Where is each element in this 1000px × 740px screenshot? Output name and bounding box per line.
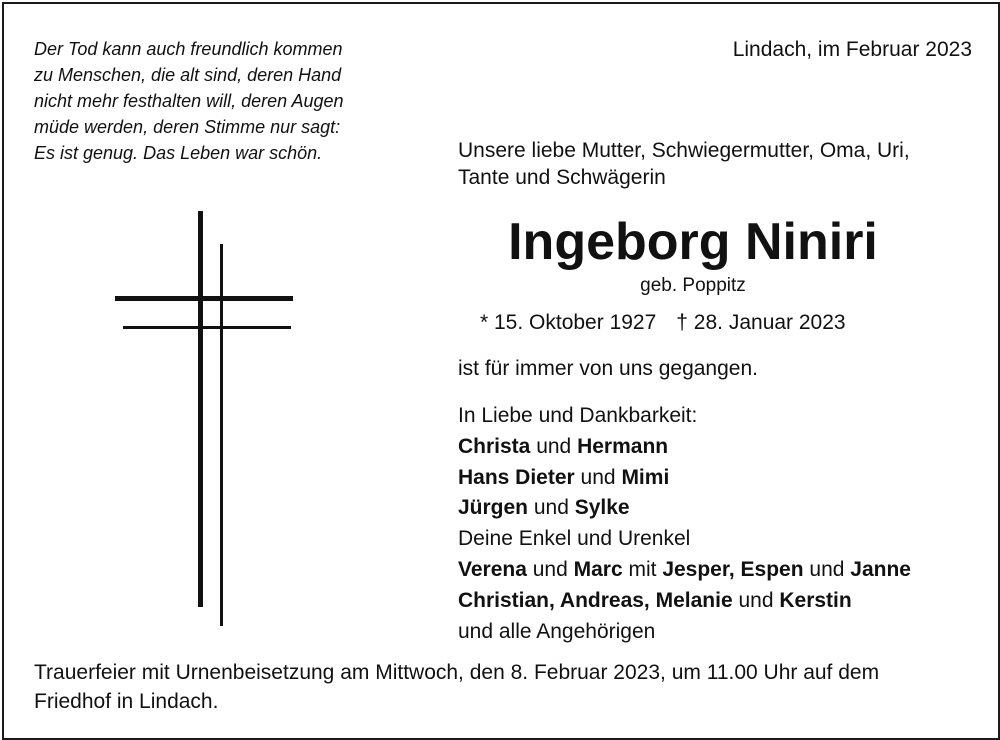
mourner-name: Sylke: [574, 496, 630, 520]
ceremony-line: Trauerfeier mit Urnenbeisetzung am Mittwoch, den 8. Februar 2023, um 11.00 Uhr auf dem: [34, 661, 880, 684]
mourner-name: Hans Dieter: [458, 465, 575, 489]
connector: und: [526, 557, 574, 581]
mourners-list: [458, 401, 911, 647]
mourner-name: Verena: [458, 557, 527, 581]
ceremony-info: [34, 658, 984, 716]
mourner-line: [458, 555, 911, 586]
connector: mit: [622, 557, 663, 581]
mourner-name: Kerstin: [779, 588, 852, 612]
intro-line: Unsere liebe Mutter, Schwiegermutter, Oma, Uri,: [458, 139, 910, 162]
mourner-name: Mimi: [621, 465, 670, 489]
mourner-name: Christian, Andreas, Melanie: [458, 588, 733, 612]
mourner-name: Marc: [573, 557, 623, 581]
poem-line: Es ist genug. Das Leben war schön.: [34, 143, 323, 163]
mourners-heading: In Liebe und Dankbarkeit:: [458, 404, 698, 427]
poem-line: müde werden, deren Stimme nur sagt:: [34, 117, 341, 137]
mourner-line: [458, 493, 911, 524]
death-date: † 28. Januar 2023: [676, 311, 846, 334]
intro-line: Tante und Schwägerin: [458, 166, 666, 189]
maiden-name: geb. Poppitz: [640, 275, 746, 296]
mourner-line: [458, 463, 911, 494]
connector: und: [528, 496, 575, 520]
life-dates: [480, 309, 846, 337]
connector: und: [574, 465, 622, 489]
grandchildren-label: Deine Enkel und Urenkel: [458, 527, 691, 551]
cross-vertical-bar: [198, 211, 203, 607]
place-date: Lindach, im Februar 2023: [732, 38, 972, 61]
poem-line: zu Menschen, die alt sind, deren Hand: [34, 65, 342, 85]
cross-horizontal-bar: [115, 296, 293, 301]
ceremony-line: Friedhof in Lindach.: [34, 690, 219, 713]
poem-line: nicht mehr festhalten will, deren Augen: [34, 91, 344, 111]
poem-line: Der Tod kann auch freundlich kommen: [34, 39, 343, 59]
mourner-line: [458, 586, 911, 617]
mourner-name: Janne: [850, 557, 911, 581]
cross-vertical-bar-thin: [220, 244, 223, 626]
mourner-line: [458, 432, 911, 463]
mourner-name: Jürgen: [458, 496, 529, 520]
connector: und: [530, 434, 578, 458]
mourner-name: Hermann: [577, 434, 669, 458]
closing-line: und alle Angehörigen: [458, 619, 656, 643]
cross-horizontal-bar-thin: [123, 326, 291, 329]
passed-text: ist für immer von uns gegangen.: [458, 357, 758, 380]
connector: und: [732, 588, 780, 612]
mourner-name: Jesper, Espen: [662, 557, 804, 581]
birth-date: * 15. Oktober 1927: [480, 311, 657, 334]
cross-icon: [4, 4, 324, 644]
mourner-name: Christa: [458, 434, 531, 458]
obituary-notice: [2, 2, 1000, 740]
connector: und: [803, 557, 851, 581]
intro-text: [458, 137, 910, 191]
deceased-name: Ingeborg Niniri: [508, 213, 878, 271]
